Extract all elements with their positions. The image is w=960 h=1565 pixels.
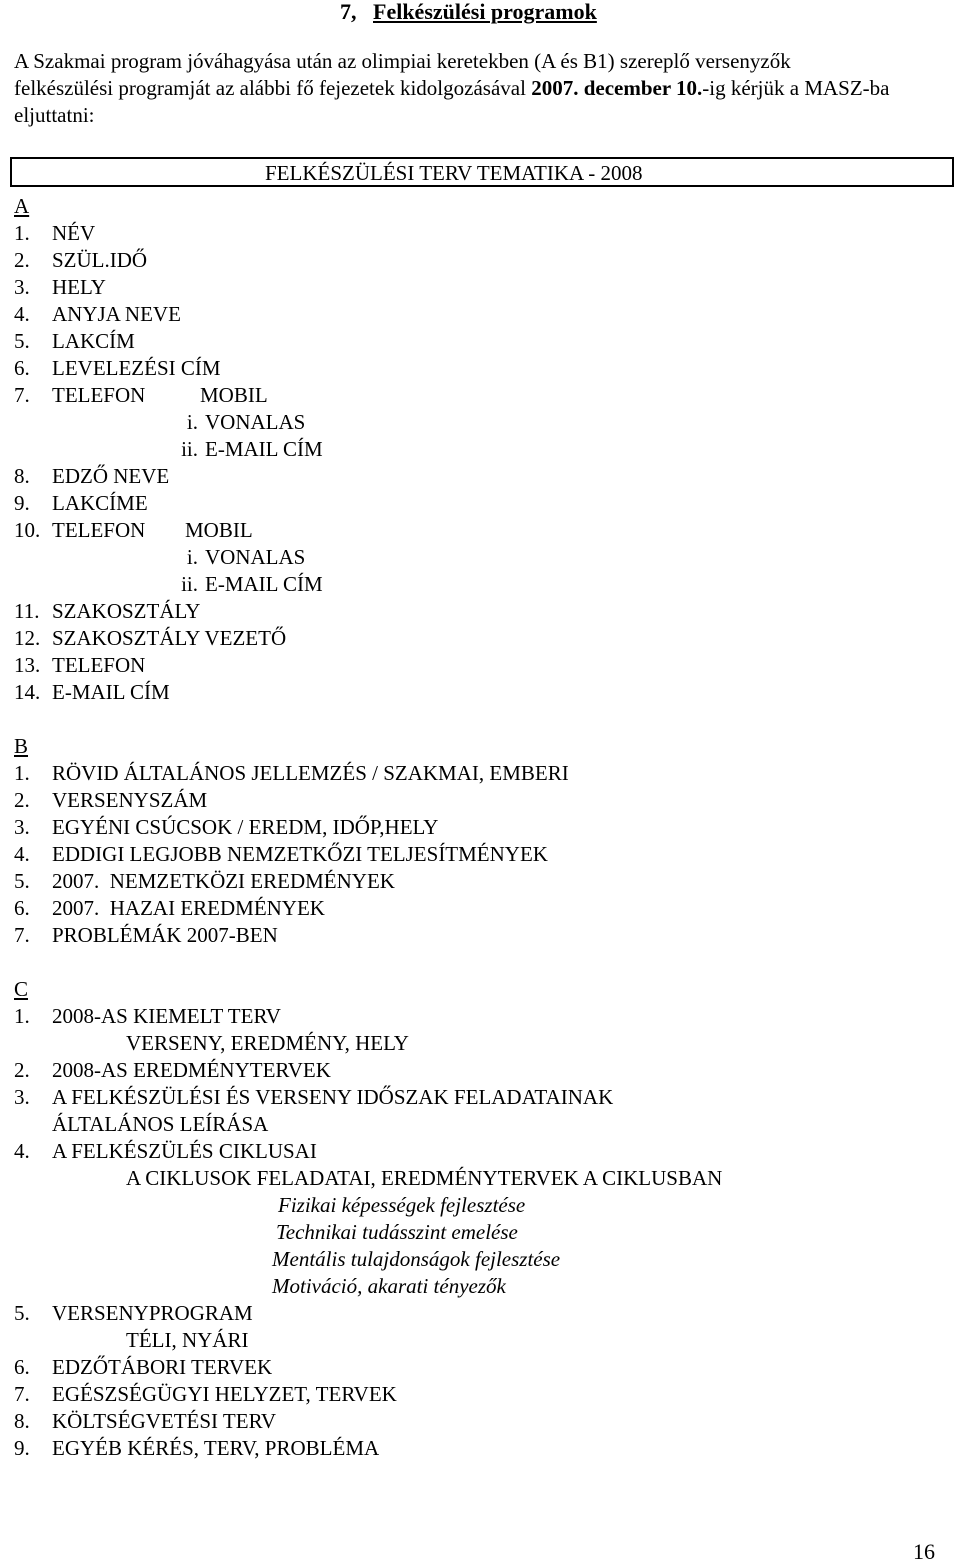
list-item: 14. E-MAIL CÍM	[14, 680, 170, 704]
list-item: 2. 2008-AS EREDMÉNYTERVEK	[14, 1058, 331, 1082]
section-heading	[340, 0, 597, 25]
list-item: 5. LAKCÍM	[14, 329, 135, 353]
list-item: 7. EGÉSZSÉGÜGYI HELYZET, TERVEK	[14, 1382, 397, 1406]
list-item: 3. HELY	[14, 275, 106, 299]
list-item-extra: MOBIL	[185, 518, 253, 542]
sub-item-number: ii.	[181, 572, 198, 596]
list-item: 2. SZÜL.IDŐ	[14, 248, 148, 272]
list-item: 8. KÖLTSÉGVETÉSI TERV	[14, 1409, 277, 1433]
banner-title: FELKÉSZÜLÉSI TERV TEMATIKA - 2008	[265, 161, 643, 185]
list-item: 8. EDZŐ NEVE	[14, 464, 170, 488]
sub-item: E-MAIL CÍM	[205, 437, 323, 461]
sub-item-number: ii.	[181, 437, 198, 461]
list-item-sub: VERSENY, EREDMÉNY, HELY	[126, 1031, 409, 1055]
list-item: 12. SZAKOSZTÁLY VEZETŐ	[14, 626, 287, 650]
italic-sub-item: Mentális tulajdonságok fejlesztése	[272, 1247, 561, 1271]
list-item: 4. EDDIGI LEGJOBB NEMZETKŐZI TELJESÍTMÉNYEK	[14, 842, 548, 866]
list-item: 4. A FELKÉSZÜLÉS CIKLUSAI	[14, 1139, 317, 1163]
intro-paragraph	[14, 48, 894, 129]
list-item: 7. PROBLÉMÁK 2007-BEN	[14, 923, 278, 947]
list-item: 1. NÉV	[14, 221, 96, 245]
page-number: 16	[913, 1539, 935, 1564]
list-item: 9. LAKCÍME	[14, 491, 148, 515]
sub-item-number: i.	[186, 410, 198, 434]
section-c-label: C	[14, 977, 29, 1001]
list-item: 1. 2008-AS KIEMELT TERV	[14, 1004, 281, 1028]
heading-number: 7,	[340, 0, 357, 24]
list-item: 6. LEVELEZÉSI CÍM	[14, 356, 221, 380]
list-item: 1. RÖVID ÁLTALÁNOS JELLEMZÉS / SZAKMAI, EMBERI	[14, 761, 569, 785]
list-item: 9. EGYÉB KÉRÉS, TERV, PROBLÉMA	[14, 1436, 380, 1460]
intro-text: A Szakmai program jóváhagyása után az olimpiai keretekben (A és B1) szereplő versenyzők felkészülési programját az alábbi fő fejezetek kidolgozásával	[14, 49, 791, 100]
list-item: 13. TELEFON	[14, 653, 146, 677]
list-item: 6. EDZŐTÁBORI TERVEK	[14, 1355, 273, 1379]
section-b-label: B	[14, 734, 29, 758]
list-item: 4. ANYJA NEVE	[14, 302, 181, 326]
list-item: 3. EGYÉNI CSÚCSOK / EREDM, IDŐP,HELY	[14, 815, 439, 839]
sub-item-number: i.	[186, 545, 198, 569]
list-item-continuation: ÁLTALÁNOS LEÍRÁSA	[52, 1112, 269, 1136]
list-item: 5. VERSENYPROGRAM	[14, 1301, 253, 1325]
tematika-banner	[10, 157, 954, 187]
section-a-label: A	[14, 194, 30, 218]
list-item: 6. 2007. HAZAI EREDMÉNYEK	[14, 896, 325, 920]
list-item-sub: A CIKLUSOK FELADATAI, EREDMÉNYTERVEK A CIKLUSBAN	[126, 1166, 723, 1190]
intro-text-after: -ig kérjük a MASZ-ba eljuttatni:	[14, 76, 890, 127]
list-item: 2. VERSENYSZÁM	[14, 788, 208, 812]
list-item-extra: MOBIL	[200, 383, 268, 407]
italic-sub-item: Fizikai képességek fejlesztése	[278, 1193, 526, 1217]
list-item: 11. SZAKOSZTÁLY	[14, 599, 201, 623]
list-item: 10. TELEFON	[14, 518, 146, 542]
list-item: 3. A FELKÉSZÜLÉSI ÉS VERSENY IDŐSZAK FELADATAINAK	[14, 1085, 614, 1109]
italic-sub-item: Motiváció, akarati tényezők	[272, 1274, 506, 1298]
sub-item: VONALAS	[205, 410, 306, 434]
sub-item: VONALAS	[205, 545, 306, 569]
list-item-sub: TÉLI, NYÁRI	[126, 1328, 249, 1352]
intro-deadline: 2007. december 10.	[531, 76, 703, 100]
list-item: 5. 2007. NEMZETKÖZI EREDMÉNYEK	[14, 869, 395, 893]
sub-item: E-MAIL CÍM	[205, 572, 323, 596]
heading-title: Felkészülési programok	[373, 0, 597, 24]
italic-sub-item: Technikai tudásszint emelése	[276, 1220, 518, 1244]
list-item: 7. TELEFON	[14, 383, 146, 407]
